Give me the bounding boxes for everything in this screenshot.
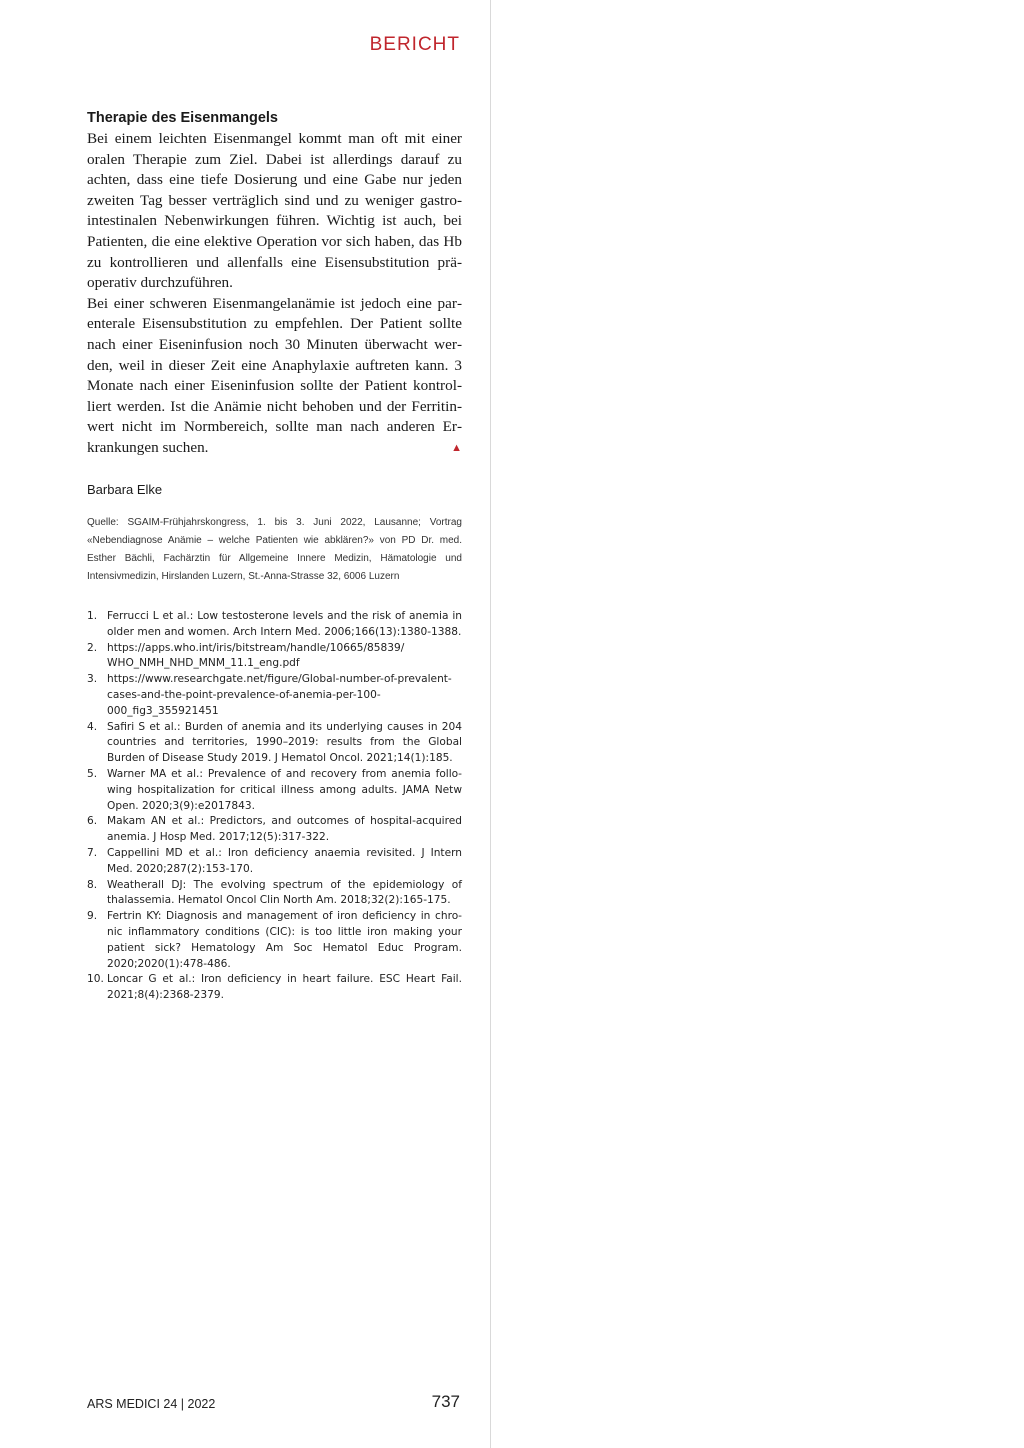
reference-item bbox=[87, 767, 462, 814]
reference-text: Weatherall DJ: The evolving spectrum of the epidemiology of thalassemia. Hematol Oncol Clin North Am. 2018;32(2):165-175. bbox=[107, 878, 462, 907]
author-name: Barbara Elke bbox=[87, 482, 163, 497]
reference-link[interactable]: https://apps.who.int/iris/bitstream/handle/10665/85839/ WHO_NMH_NHD_MNM_11.1_eng.pdf bbox=[107, 641, 405, 670]
reference-number: 1. bbox=[87, 610, 98, 622]
page-number: 737 bbox=[431, 1392, 460, 1411]
reference-item bbox=[87, 641, 462, 673]
reference-number: 10. bbox=[87, 973, 104, 986]
reference-number: 4. bbox=[87, 720, 98, 733]
reference-number: 5. bbox=[87, 767, 98, 780]
reference-list bbox=[87, 609, 462, 1004]
reference-text: Warner MA et al.: Prevalence of and recovery from anemia following hospitalization for critical illness among adults. JAMA Netw Open. 2020;3(9):e2017843. bbox=[107, 767, 462, 812]
reference-item bbox=[87, 972, 462, 1004]
reference-text: Safiri S et al.: Burden of anemia and its underlying causes in 204 countries and territories, 1990–2019: results from the Global Burden of Disease Study 2019. J Hematol Oncol. 2021;14(1):185. bbox=[107, 720, 462, 765]
reference-number: 6. bbox=[87, 815, 98, 828]
reference-item bbox=[87, 672, 462, 719]
reference-number: 9. bbox=[87, 910, 98, 923]
body-paragraph-2 bbox=[87, 294, 462, 459]
reference-number: 2. bbox=[87, 641, 98, 654]
reference-text: Ferrucci L et al.: Low testosterone levels and the risk of anemia in older men and women. Arch Intern Med. 2006;166(13):1380-1388. bbox=[107, 610, 462, 638]
end-triangle-icon: ▲ bbox=[451, 441, 462, 454]
reference-item bbox=[87, 846, 462, 878]
body-paragraph-1: Bei einem leichten Eisenmangel kommt man oft mit einer oralen Therapie zum Ziel. Dabei ist allerdings darauf zu achten, dass eine tiefe Dosierung und eine Gabe nur jeden zweiten Tag besser verträglich sind und zu weniger gastrointestinalen Nebenwirkungen führen. Wichtig ist auch, bei Patienten, die eine elektive Operation vor sich haben, das Hb zu kontrollieren und allenfalls eine Eisensubstitution präoperativ durchzuführen. bbox=[87, 130, 462, 292]
reference-link[interactable]: https://www.researchgate.net/figure/Global-number-of-prevalent-cases-and-the-point-prevalence-of-anemia-per-100-000_fig3_355921451 bbox=[107, 673, 452, 717]
reference-number: 3. bbox=[87, 673, 98, 686]
reference-text: Cappellini MD et al.: Iron deficiency anaemia revisited. J Intern Med. 2020;287(2):153-170. bbox=[107, 846, 462, 875]
body-paragraph-2-text: Bei einer schweren Eisenmangelanämie ist jedoch eine parenterale Eisensubstitution zu empfehlen. Der Patient sollte nach einer Eiseninfusion noch 30 Minuten überwacht werden, weil in dieser Zeit eine Anaphylaxie auftreten kann. 3 Monate nach einer Eiseninfusion sollte der Patient kontrolliert werden. Ist die Anämie nicht behoben und der Ferritinwert nicht im Normbereich, sollte man nach anderen Erkrankungen suchen. bbox=[87, 294, 462, 456]
reference-text: Fertrin KY: Diagnosis and management of iron deficiency in chronic inflammatory conditions (CIC): is too little iron making your patient sick? Hematology Am Soc Hematol Educ Program. 2020;2020(1):478-486. bbox=[107, 910, 462, 970]
source-note: Quelle: SGAIM-Frühjahrskongress, 1. bis 3. Juni 2022, Lausanne; Vortrag «Nebendiagnose Anämie – welche Patienten wie abklären?» von PD Dr. med. Esther Bächli, Fachärztin für Allgemeine Innere Medizin, Hämatologie und Intensivmedizin, Hirslanden Luzern, St.-Anna-Strasse 32, 6006 Luzern bbox=[87, 517, 462, 582]
reference-item bbox=[87, 609, 462, 641]
reference-number: 8. bbox=[87, 878, 98, 891]
reference-item bbox=[87, 878, 462, 910]
article-heading: Therapie des Eisenmangels bbox=[87, 110, 278, 126]
reference-text: Loncar G et al.: Iron deficiency in heart failure. ESC Heart Fail. 2021;8(4):2368-2379. bbox=[107, 973, 462, 1002]
reference-text: Makam AN et al.: Predictors, and outcomes of hospital-acquired anemia. J Hosp Med. 2017;12(5):317-322. bbox=[107, 815, 462, 844]
section-label: BERICHT bbox=[369, 34, 460, 55]
column-divider bbox=[490, 0, 491, 1448]
reference-number: 7. bbox=[87, 846, 98, 859]
reference-item bbox=[87, 814, 462, 846]
reference-item bbox=[87, 720, 462, 767]
article-body bbox=[87, 129, 462, 459]
footer-journal: ARS MEDICI 24 | 2022 bbox=[87, 1397, 216, 1411]
reference-item bbox=[87, 909, 462, 972]
